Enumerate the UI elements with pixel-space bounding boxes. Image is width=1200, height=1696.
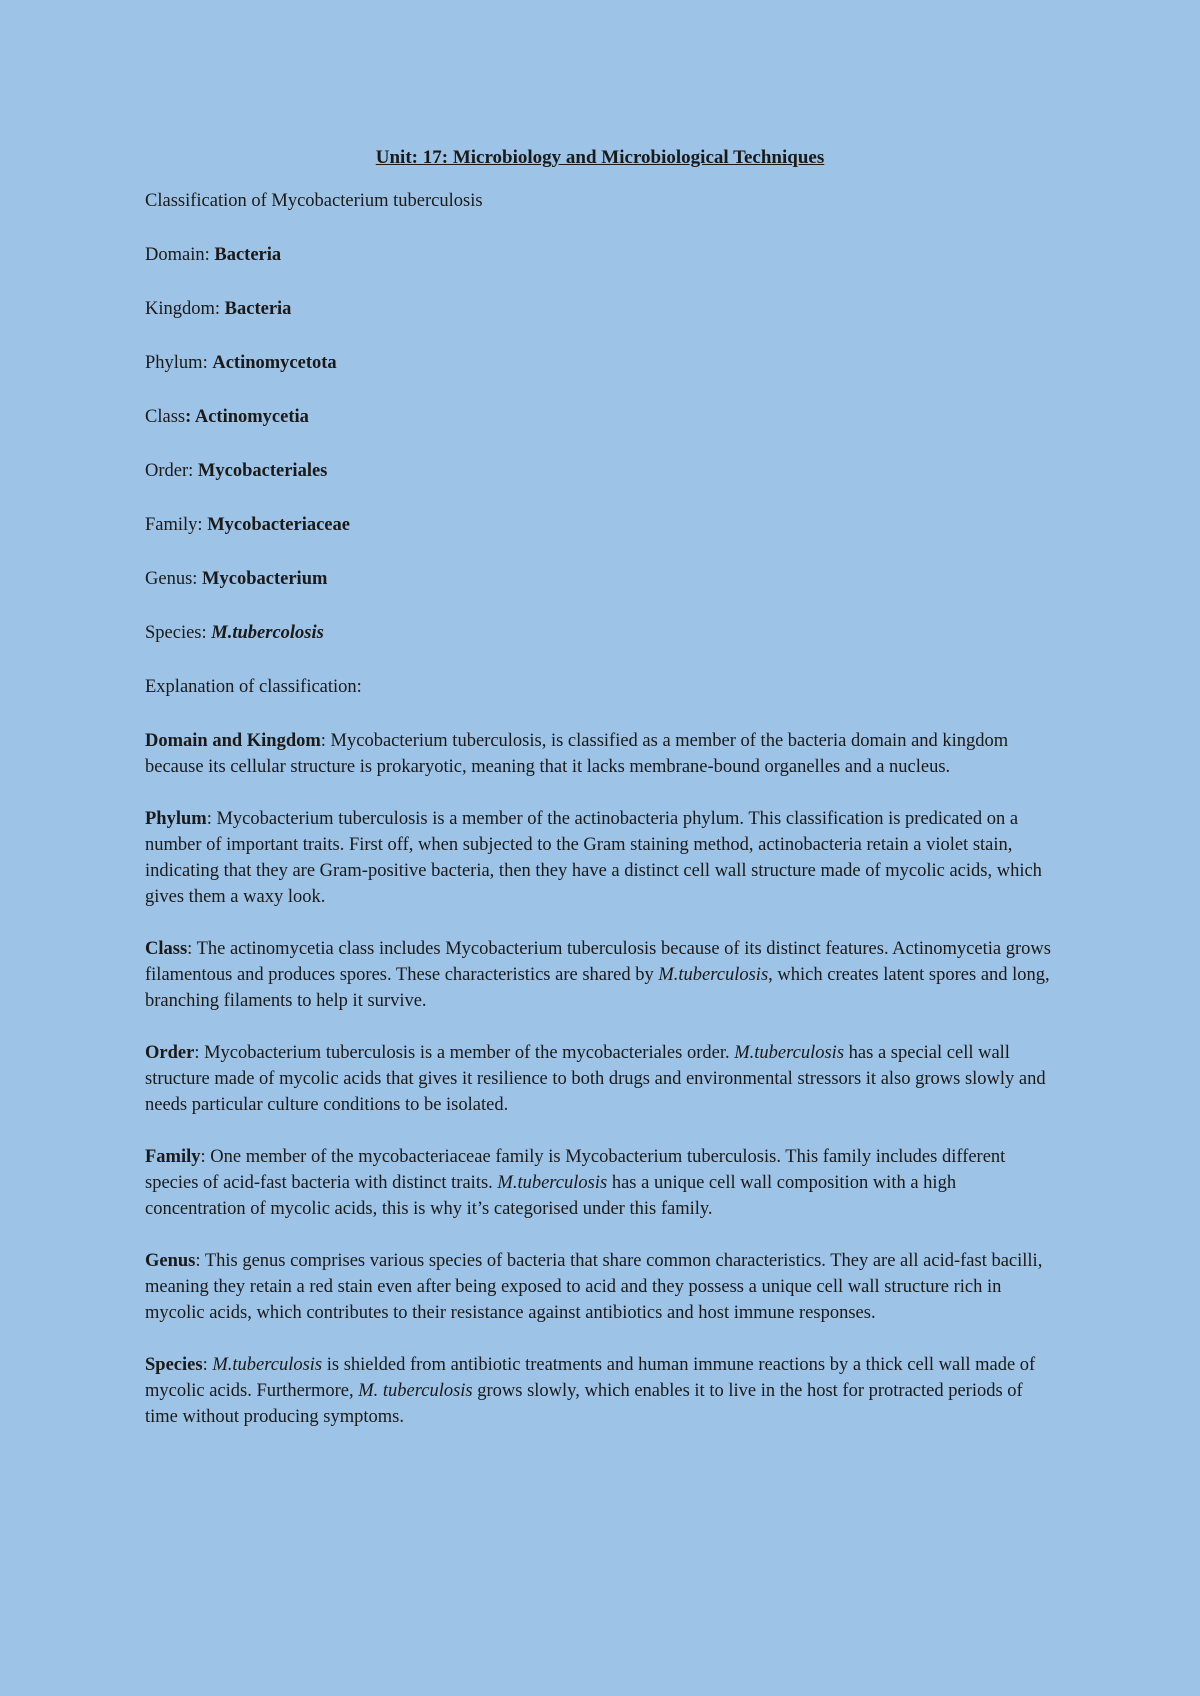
taxonomy-value: Mycobacteriales [197,461,328,481]
taxonomy-label: Phylum: [145,353,213,373]
paragraph-text: has a special cell wall structure made of mycolic acids that gives it resilience to both drugs and environmental stressors it also grows slowly and needs particular culture conditions to be isolated. [145,1043,1046,1115]
paragraph-class [145,936,1060,1014]
paragraph-term: Domain and Kingdom [145,731,321,751]
taxonomy-label: Kingdom: [145,299,225,319]
taxonomy-order [145,458,1060,484]
species-name-italic: M.tuberculosis [212,1355,323,1375]
paragraph-term: Family [145,1147,201,1167]
paragraph-text: : The actinomycetia class includes Mycobacterium tuberculosis because of its distinct features. Actinomycetia grows filamentous and produces spores. These characteristics are shared by [145,939,1051,985]
paragraph-term: Genus [145,1251,196,1271]
paragraph-text: : Mycobacterium tuberculosis is a member of the actinobacteria phylum. This classification is predicated on a number of important traits. First off, when subjected to the Gram staining method, actinobacteria retain a violet stain, indicating that they are Gram-positive bacteria, then they have a distinct cell wall structure made of mycolic acids, which gives them a waxy look. [145,809,1042,907]
document-body [145,188,1060,1456]
intro-line: Classification of Mycobacterium tuberculosis [145,191,483,211]
document-title: Unit: 17: Microbiology and Microbiological Techniques [375,147,825,168]
paragraph-text: is shielded from antibiotic treatments and human immune reactions by a thick cell wall made of mycolic acids. Furthermore, [145,1355,1036,1401]
taxonomy-genus [145,566,1060,592]
paragraph-family [145,1144,1060,1222]
taxonomy-domain [145,242,1060,268]
taxonomy-label: Genus: [145,569,203,589]
paragraph-text: : One member of the mycobacteriaceae family is Mycobacterium tuberculosis. This family includes different species of acid-fast bacteria with distinct traits. [145,1147,1006,1193]
paragraph-species [145,1352,1060,1430]
taxonomy-value: : Actinomycetia [185,407,309,427]
paragraph-text: : Mycobacterium tuberculosis, is classified as a member of the bacteria domain and kingdom because its cellular structure is prokaryotic, meaning that it lacks membrane-bound organelles and a nucleus. [145,731,1009,777]
paragraph-term: Species [145,1355,203,1375]
taxonomy-species [145,620,1060,646]
taxonomy-family [145,512,1060,538]
paragraph-term: Class [145,939,188,959]
species-name-italic: M.tuberculosis [658,965,769,985]
taxonomy-value: Mycobacteriaceae [207,515,350,535]
taxonomy-label: Order: [145,461,198,481]
paragraph-term: Phylum [145,809,207,829]
taxonomy-phylum [145,350,1060,376]
species-name-italic: M.tuberculosis [497,1173,608,1193]
taxonomy-value: Bacteria [224,299,292,319]
paragraph-text: : Mycobacterium tuberculosis is a member of the mycobacteriales order. [194,1043,735,1063]
paragraph-genus [145,1248,1060,1326]
paragraph-order [145,1040,1060,1118]
paragraph-domain [145,728,1060,780]
paragraph-phylum [145,806,1060,910]
paragraph-text: : This genus comprises various species of bacteria that share common characteristics. They are all acid-fast bacilli, meaning they retain a red stain even after being exposed to acid and they possess a unique cell wall structure rich in mycolic acids, which contributes to their resistance against antibiotics and host immune responses. [145,1251,1043,1323]
species-name-italic: M. tuberculosis [358,1381,473,1401]
taxonomy-label: Species: [145,623,212,643]
taxonomy-label: Family: [145,515,208,535]
taxonomy-class [145,404,1060,430]
paragraph-text: has a unique cell wall composition with a high concentration of mycolic acids, this is why it’s categorised under this family. [145,1173,957,1219]
species-name-italic: M.tuberculosis [734,1043,845,1063]
explanation-heading: Explanation of classification: [145,677,362,697]
paragraph-text: , which creates latent spores and long, branching filaments to help it survive. [145,965,1050,1011]
taxonomy-label: Class [145,407,186,427]
paragraph-text: grows slowly, which enables it to live in the host for protracted periods of time without producing symptoms. [145,1381,1023,1427]
taxonomy-label: Domain: [145,245,215,265]
taxonomy-value: Bacteria [214,245,282,265]
taxonomy-value: Actinomycetota [212,353,337,373]
taxonomy-kingdom [145,296,1060,322]
taxonomy-value: Mycobacterium [202,569,328,589]
paragraph-text: : [202,1355,213,1375]
paragraph-term: Order [145,1043,195,1063]
taxonomy-value: M.tubercolosis [211,623,324,643]
